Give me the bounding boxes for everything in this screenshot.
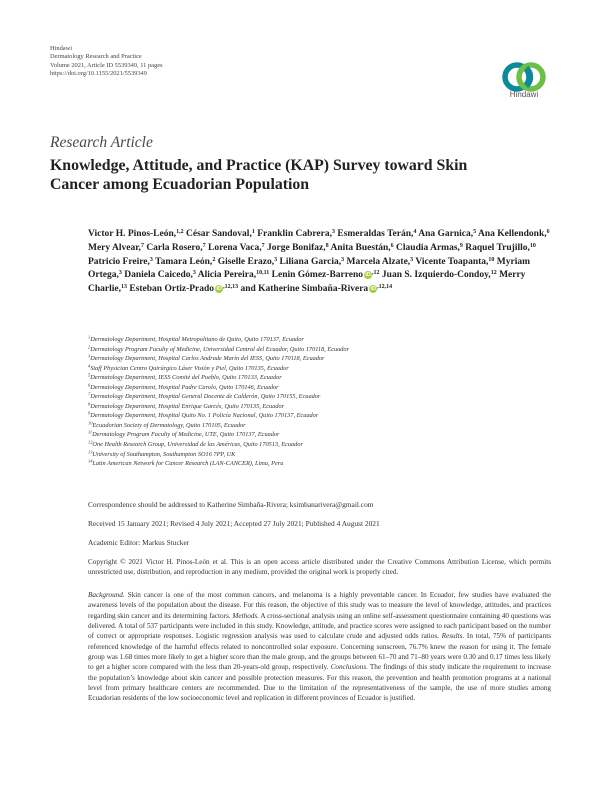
- author-affiliation-marker: 10: [488, 256, 495, 263]
- author-entry: [382, 270, 497, 280]
- author-entry: [415, 257, 494, 267]
- author-name: Merry Charlie,: [88, 270, 526, 295]
- author-affiliation-marker: 1: [251, 229, 255, 235]
- abstract-section-text: Skin cancer is one of the most common cancers, and melanoma is a highly preventable cancer. In Ecuador, few studies have evaluated the awareness levels of the population about the disease. For this reason, the objective of this study was to measure the level of knowledge, attitudes, and practices regarding skin cancer and its determining factors.: [88, 591, 551, 620]
- author-affiliation-marker: 7: [140, 242, 144, 249]
- author-affiliation-marker: 12: [490, 270, 497, 277]
- affiliation-number: 12: [88, 439, 93, 445]
- abstract-section-text: A cross-sectional analysis using an online self-assessment questionnaire containing 40 questions was delivered. A total of 537 participants were included in this study. Knowledge, attitude, and practice scores were assigned to each participant based on the number of correct or appropriate responses. Logistic regression analysis was used to calculate crude and adjusted odds ratios.: [88, 611, 551, 641]
- affiliation-number: 5: [88, 372, 91, 378]
- author-name: Carla Rosero,: [146, 242, 203, 253]
- author-affiliation-marker: 7: [261, 242, 265, 249]
- affiliation-item: [88, 430, 558, 440]
- author-name: Ana Kellendonk,: [477, 229, 547, 239]
- author-name: Lorena Vaca,: [207, 242, 262, 253]
- author-name: Ana Garnica,: [418, 229, 474, 239]
- author-entry: [240, 284, 392, 294]
- journal-header: [50, 45, 163, 79]
- article-type: Research Article: [50, 134, 153, 151]
- author-entry: [272, 270, 380, 280]
- author-entry: [347, 257, 414, 267]
- author-affiliation-marker: 10: [529, 242, 536, 249]
- author-name: Alicia Pereira,: [197, 270, 257, 281]
- author-name: Daniela Caicedo,: [124, 270, 193, 281]
- author-name: Myriam Ortega,: [88, 256, 531, 281]
- author-name: Jorge Bonifaz,: [267, 242, 326, 253]
- affiliation-text: Dermatology Department, Hospital Quito No. 1 Policía Nacional, Quito 170137, Ecuador: [90, 412, 319, 420]
- affiliation-item: [88, 392, 558, 402]
- author-affiliation-marker: ,12,14: [377, 284, 393, 291]
- author-name: Vicente Toapanta,: [415, 256, 489, 267]
- author-name: Raquel Trujillo,: [465, 242, 530, 253]
- author-name: Liliana Garcia,: [279, 256, 342, 267]
- author-affiliation-marker: 9: [459, 242, 463, 249]
- author-entry: [330, 243, 393, 253]
- author-entry: [257, 229, 335, 239]
- journal-name: Dermatology Research and Practice: [50, 53, 142, 61]
- affiliation-text: Dermatology Department, Hospital Padre Carolo, Quito 170146, Ecuador: [90, 383, 279, 391]
- paper-title: Knowledge, Attitude, and Practice (KAP) Survey toward Skin Cancer among Ecuadorian Population: [50, 157, 468, 193]
- affiliation-item: [88, 402, 558, 412]
- author-entry: [124, 270, 196, 280]
- affiliation-item: [88, 354, 558, 364]
- abstract-section-text: The findings of this study indicate the requirement to increase the population’s knowledge about skin cancer and possible protection measures. For this reason, the prevention and health promotion programs at a national level from primary healthcare centers are recommended. Due to the limitation of the representativeness of the sample, the use of more studies among Ecuadorian residents of the low socioeconomic level and replication in different provinces of Ecuador is justified.: [88, 663, 551, 703]
- author-name: Lenin Gómez-Barreno: [271, 270, 364, 281]
- author-affiliation-marker: 8: [325, 242, 329, 249]
- correspondence: Correspondence should be addressed to Katherine Simbaña-Rivera; ksimbanarivera@gmail.com: [88, 500, 374, 509]
- affiliation-number: 3: [88, 353, 91, 359]
- author-entry: [155, 257, 215, 267]
- author-affiliation-marker: 2: [212, 256, 216, 263]
- affiliation-number: 11: [88, 429, 93, 435]
- affiliation-item: [88, 411, 558, 421]
- author-entry: [465, 243, 536, 253]
- affiliation-list: [88, 335, 558, 469]
- affiliation-text: Ecuadorian Society of Dermatology, Quito 170105, Ecuador: [92, 421, 246, 429]
- affiliation-item: [88, 373, 558, 383]
- affiliation-text: Dermatology Department, Hospital General Docente de Calderón, Quito 170155, Ecuador: [90, 393, 321, 401]
- affiliation-item: [88, 450, 558, 460]
- author-affiliation-marker: 6: [546, 229, 550, 235]
- author-entry: [337, 229, 416, 239]
- author-name: Esmeraldas Terán,: [337, 229, 414, 239]
- author-name: César Sandoval,: [186, 229, 252, 239]
- author-entry: [129, 284, 238, 294]
- author-affiliation-marker: 4: [413, 229, 417, 235]
- affiliation-text: Staff Physician Centro Quirúrgico Láser Visión y Piel, Quito 170135, Ecuador: [90, 364, 289, 372]
- author-name: Claudia Armas,: [396, 242, 460, 253]
- author-entry: [396, 243, 463, 253]
- author-affiliation-marker: 7: [202, 242, 206, 249]
- author-entry: [208, 243, 265, 253]
- abstract: [88, 590, 551, 704]
- publisher-name: Hindawi: [50, 45, 73, 52]
- affiliation-text: One Health Research Group, Universidad de las Américas, Quito 170513, Ecuador: [92, 441, 303, 449]
- hindawi-logo-text: Hindawi: [509, 90, 539, 99]
- affiliation-item: [88, 335, 558, 345]
- author-name: Victor H. Pinos-León,: [88, 229, 177, 239]
- publication-dates: Received 15 January 2021; Revised 4 July 2021; Accepted 27 July 2021; Published 4 August 2021: [88, 519, 380, 528]
- author-affiliation-marker: 13: [120, 284, 127, 291]
- abstract-section-label: Results.: [441, 632, 465, 641]
- author-entry: [267, 243, 329, 253]
- affiliation-item: [88, 364, 558, 374]
- author-affiliation-marker: 3: [192, 270, 196, 277]
- affiliation-number: 1: [88, 334, 91, 340]
- abstract-section-label: Methods.: [232, 611, 259, 620]
- affiliation-number: 9: [88, 410, 91, 416]
- affiliation-item: [88, 421, 558, 431]
- author-entry: [88, 243, 144, 253]
- author-affiliation-marker: 1,2: [176, 229, 184, 235]
- author-name: Esteban Ortiz-Prado: [129, 284, 215, 295]
- author-affiliation-marker: 3: [274, 256, 278, 263]
- affiliation-number: 2: [88, 344, 91, 350]
- author-affiliation-marker: 3: [341, 256, 345, 263]
- author-affiliation-marker: 3: [331, 229, 335, 235]
- affiliation-text: Dermatology Department, Hospital Enrique Garcés, Quito 170135, Ecuador: [90, 402, 285, 410]
- author-affiliation-marker: ,12: [372, 270, 380, 277]
- author-affiliation-marker: 3: [410, 256, 414, 263]
- affiliation-number: 8: [88, 401, 91, 407]
- author-name: Mery Alvear,: [88, 242, 141, 253]
- author-name: Marcela Alzate,: [346, 256, 411, 267]
- author-affiliation-marker: 5: [473, 229, 477, 235]
- author-name: and Katherine Simbaña-Rivera: [240, 284, 369, 295]
- affiliation-number: 14: [88, 458, 93, 464]
- author-name: Franklin Cabrera,: [257, 229, 332, 239]
- author-affiliation-marker: 10,11: [256, 270, 270, 277]
- abstract-section-label: Conclusions.: [330, 663, 368, 672]
- author-entry: [198, 270, 270, 280]
- doi-link[interactable]: https://doi.org/10.1155/2021/5539349: [50, 70, 147, 78]
- author-entry: [418, 229, 476, 239]
- author-entry: [146, 243, 205, 253]
- author-name: Juan S. Izquierdo-Condoy,: [381, 270, 491, 281]
- author-entry: [218, 257, 277, 267]
- affiliation-text: Latin American Network for Cancer Research (LAN-CANCER), Lima, Peru: [92, 460, 284, 468]
- academic-editor: Academic Editor: Markus Stucker: [88, 538, 190, 547]
- affiliation-number: 4: [88, 363, 91, 369]
- author-affiliation-marker: 3: [149, 256, 153, 263]
- author-entry: [280, 257, 345, 267]
- copyright-notice: Copyright © 2021 Victor H. Pinos-León et al. This is an open access article distributed under the Creative Commons Attribution License, which permits unrestricted use, distribution, and reproduction in any medium, provided the original work is properly cited.: [88, 558, 551, 577]
- affiliation-item: [88, 383, 558, 393]
- author-entry: [186, 229, 255, 239]
- affiliation-text: Dermatology Program Faculty of Medicine, UTE, Quito 170137, Ecuador: [92, 431, 280, 439]
- affiliation-number: 7: [88, 391, 91, 397]
- affiliation-number: 6: [88, 382, 91, 388]
- affiliation-text: Dermatology Department, Hospital Carlos Andrade Marín del IESS, Quito 170118, Ecuador: [90, 355, 325, 363]
- affiliation-number: 10: [88, 420, 93, 426]
- affiliation-text: Dermatology Program Faculty of Medicine, Universidad Central del Ecuador, Quito 170118, Ecuador: [90, 345, 350, 353]
- author-affiliation-marker: ,12,13: [223, 284, 239, 291]
- orcid-icon[interactable]: iD: [370, 286, 376, 293]
- affiliation-item: [88, 440, 558, 450]
- abstract-section-text: In total, 75% of participants referenced knowledge of the harmful effects related to noncontrolled solar exposure. Concerning sunscreen, 76.7% knew the reason for using it. The female group was 1.68 times more likely to get a higher score than the male group, and the groups between 61–70 and 71–80 years were 0.30 and 0.17 times less likely to get a higher score compared with the less than 20-years-old group, respectively.: [88, 632, 551, 672]
- author-affiliation-marker: 6: [390, 242, 394, 249]
- volume-info: Volume 2021, Article ID 5539349, 11 pages: [50, 61, 163, 69]
- author-name: Anita Buestán,: [330, 242, 391, 253]
- affiliation-text: University of Southampton, Southampton SO16 7PP, UK: [92, 450, 236, 458]
- abstract-section-label: Background.: [88, 591, 125, 599]
- author-entry: [478, 229, 550, 239]
- author-name: Patricio Freire,: [88, 256, 150, 267]
- affiliation-item: [88, 459, 558, 469]
- orcid-icon[interactable]: iD: [365, 272, 371, 279]
- author-entry: [88, 257, 153, 267]
- author-name: Giselle Erazo,: [217, 256, 275, 267]
- author-name: Tamara León,: [155, 256, 213, 267]
- affiliation-text: Dermatology Department, IESS Comité del Pueblo, Quito 170133, Ecuador: [90, 374, 282, 382]
- affiliation-item: [88, 345, 558, 355]
- author-affiliation-marker: 3: [118, 270, 122, 277]
- author-list: [88, 228, 558, 297]
- affiliation-text: Dermatology Department, Hospital Metropolitano de Quito, Quito 170137, Ecuador: [90, 336, 304, 343]
- author-entry: [88, 229, 184, 239]
- orcid-icon[interactable]: iD: [216, 286, 222, 293]
- affiliation-number: 13: [88, 449, 93, 455]
